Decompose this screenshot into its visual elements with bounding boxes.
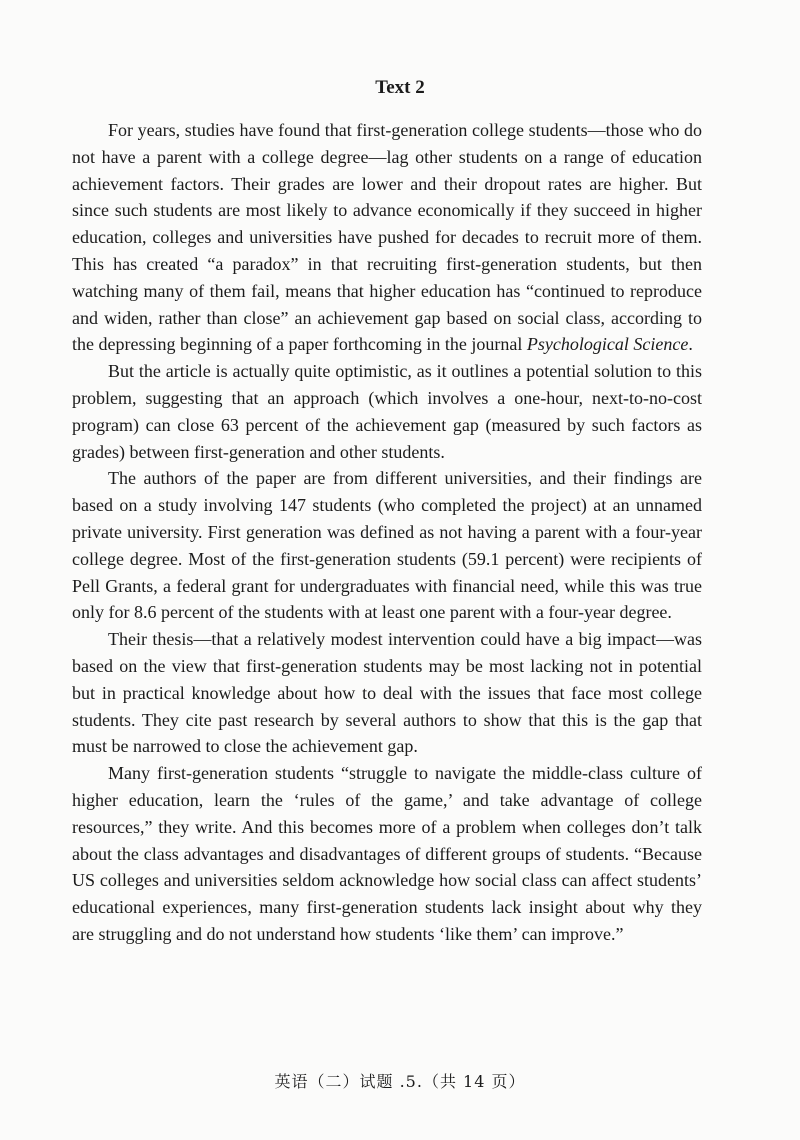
paragraph-3: The authors of the paper are from different universities, and their findings are based on a study involving 147 students (who completed the project) at an unnamed private university. First generation was defined as not having a parent with a four-year college degree. Most of the first-generation students (59.1 percent) were recipients of Pell Grants, a federal grant for undergraduates with financial need, while this was true only for 8.6 percent of the students with at least one parent with a four-year degree.: [72, 468, 702, 623]
paragraph-1-end: .: [688, 334, 693, 355]
paragraph-1: [72, 117, 702, 358]
journal-name: Psychological Science: [526, 334, 689, 355]
paragraph-1-text: For years, studies have found that first-generation college students—those who do not have a parent with a college degree—lag other students on a range of education achievement factors. Their grades are lower and their dropout rates are higher. But since such students are most likely to advance economically if they succeed in higher education, colleges and universities have pushed for decades to recruit more of them. This has created “a paradox” in that recruiting first-generation students, but then watching many of them fail, means that higher education has “continued to reproduce and widen, rather than close” an achievement gap based on social class, according to the depressing beginning of a paper forthcoming in the journal: [72, 120, 702, 355]
passage-title: Text 2: [375, 77, 425, 98]
paragraph-5: Many first-generation students “struggle to navigate the middle-class culture of higher education, learn the ‘rules of the game,’ and take advantage of college resources,” they write. And this becomes more of a problem when colleges don’t talk about the class advantages and disadvantages of different groups of students. “Because US colleges and universities seldom acknowledge how social class can affect students’ educational experiences, many first-generation students lack insight about why they are struggling and do not understand how students ‘like them’ can improve.”: [72, 763, 702, 944]
passage-body: [72, 117, 702, 948]
page-footer: 英语（二）试题 .5.（共 14 页）: [274, 1072, 526, 1091]
paragraph-4: Their thesis—that a relatively modest intervention could have a big impact—was based on the view that first-generation students may be most lacking not in potential but in practical knowledge about how to deal with the issues that face most college students. They cite past research by several authors to show that this is the gap that must be narrowed to close the achievement gap.: [72, 629, 702, 757]
paragraph-2: But the article is actually quite optimistic, as it outlines a potential solution to this problem, suggesting that an approach (which involves a one-hour, next-to-no-cost program) can close 63 percent of the achievement gap (measured by such factors as grades) between first-generation and other students.: [72, 361, 702, 462]
